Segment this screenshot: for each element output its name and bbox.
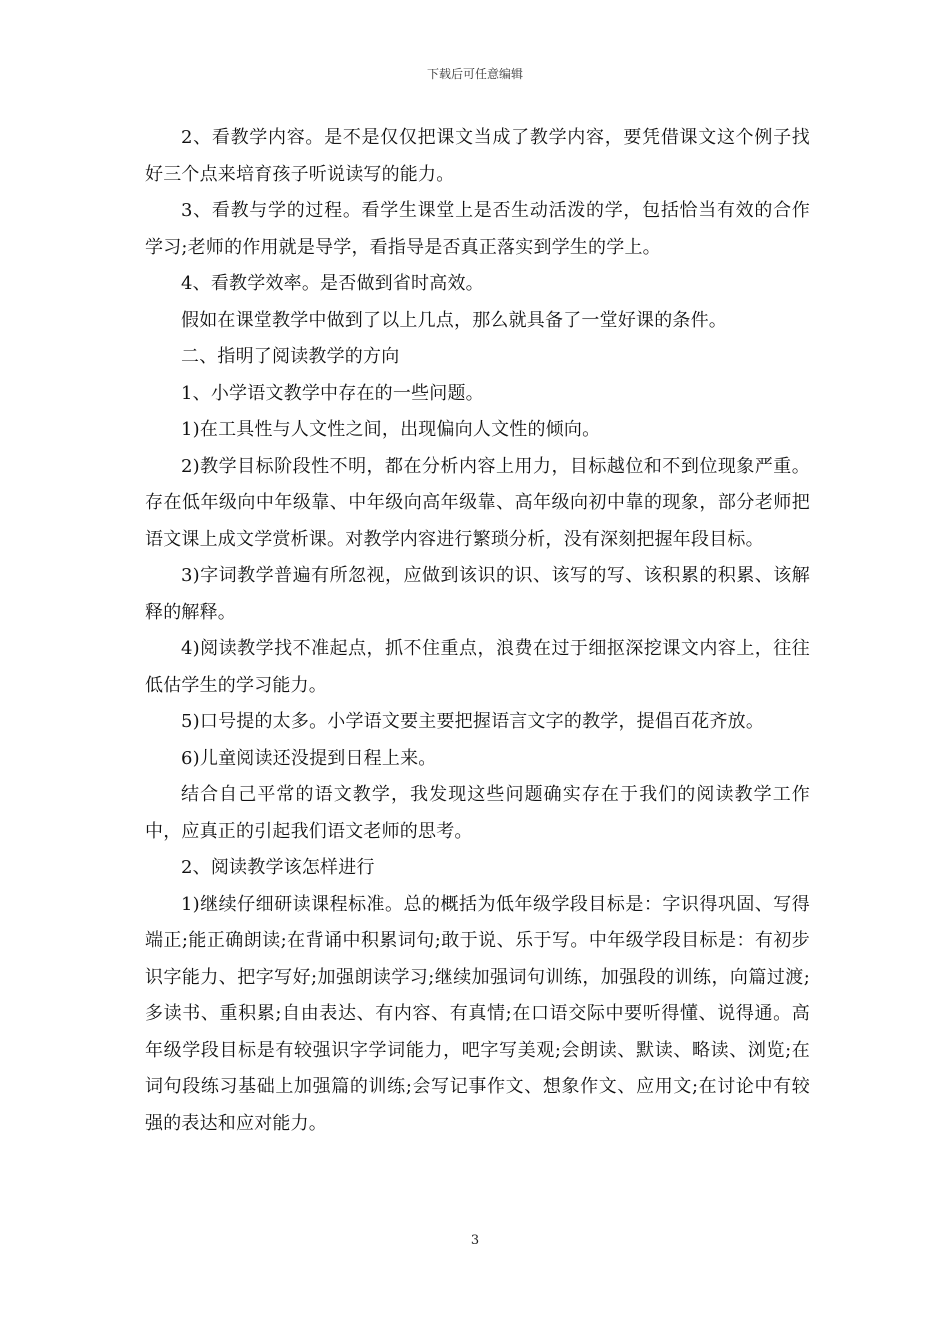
paragraph: 2)教学目标阶段性不明，都在分析内容上用力，目标越位和不到位现象严重。存在低年级向中年级靠、中年级向高年级靠、高年级向初中靠的现象，部分老师把语文课上成文学赏析课。对教学内容进行繁琐分析，没有深刻把握年段目标。: [145, 455, 810, 550]
subsection-heading: 2、阅读教学该怎样进行: [181, 857, 375, 878]
page-number: 3: [470, 1233, 480, 1248]
section-heading: 二、指明了阅读教学的方向: [181, 346, 400, 367]
paragraph: 结合自己平常的语文教学，我发现这些问题确实存在于我们的阅读教学工作中，应真正的引起我们语文老师的思考。: [145, 784, 810, 842]
document-body: [145, 120, 810, 1142]
paragraph: 1)继续仔细研读课程标准。总的概括为低年级学段目标是：字识得巩固、写得端正;能正确朗读;在背诵中积累词句;敢于说、乐于写。中年级学段目标是：有初步识字能力、把字写好;加强朗读学习;继续加强词句训练，加强段的训练，向篇过渡;多读书、重积累;自由表达、有内容、有真情;在口语交际中要听得懂、说得通。高年级学段目标是有较强识字学词能力，吧字写美观;会朗读、默读、略读、浏览;在词句段练习基础上加强篇的训练;会写记事作文、想象作文、应用文;在讨论中有较强的表达和应对能力。: [145, 893, 810, 1134]
page-header: 下载后可任意编辑: [426, 67, 523, 81]
paragraph: 5)口号提的太多。小学语文要主要把握语言文字的教学，提倡百花齐放。: [181, 711, 765, 732]
paragraph: 1)在工具性与人文性之间，出现偏向人文性的倾向。: [181, 419, 601, 440]
subsection-heading: 1、小学语文教学中存在的一些问题。: [181, 382, 484, 404]
paragraph: 6)儿童阅读还没提到日程上来。: [181, 747, 437, 769]
paragraph: 2、看教学内容。是不是仅仅把课文当成了教学内容，要凭借课文这个例子找好三个点来培育孩子听说读写的能力。: [145, 127, 810, 185]
paragraph: 4)阅读教学找不准起点，抓不住重点，浪费在过于细抠深挖课文内容上，往往低估学生的学习能力。: [145, 638, 810, 696]
paragraph: 3、看教与学的过程。看学生课堂上是否生动活泼的学，包括恰当有效的合作学习;老师的作用就是导学，看指导是否真正落实到学生的学上。: [145, 200, 810, 258]
paragraph: 假如在课堂教学中做到了以上几点，那么就具备了一堂好课的条件。: [181, 309, 727, 331]
paragraph: 4、看教学效率。是否做到省时高效。: [181, 273, 484, 294]
paragraph: 3)字词教学普遍有所忽视，应做到该识的识、该写的写、该积累的积累、该解释的解释。: [145, 565, 810, 623]
